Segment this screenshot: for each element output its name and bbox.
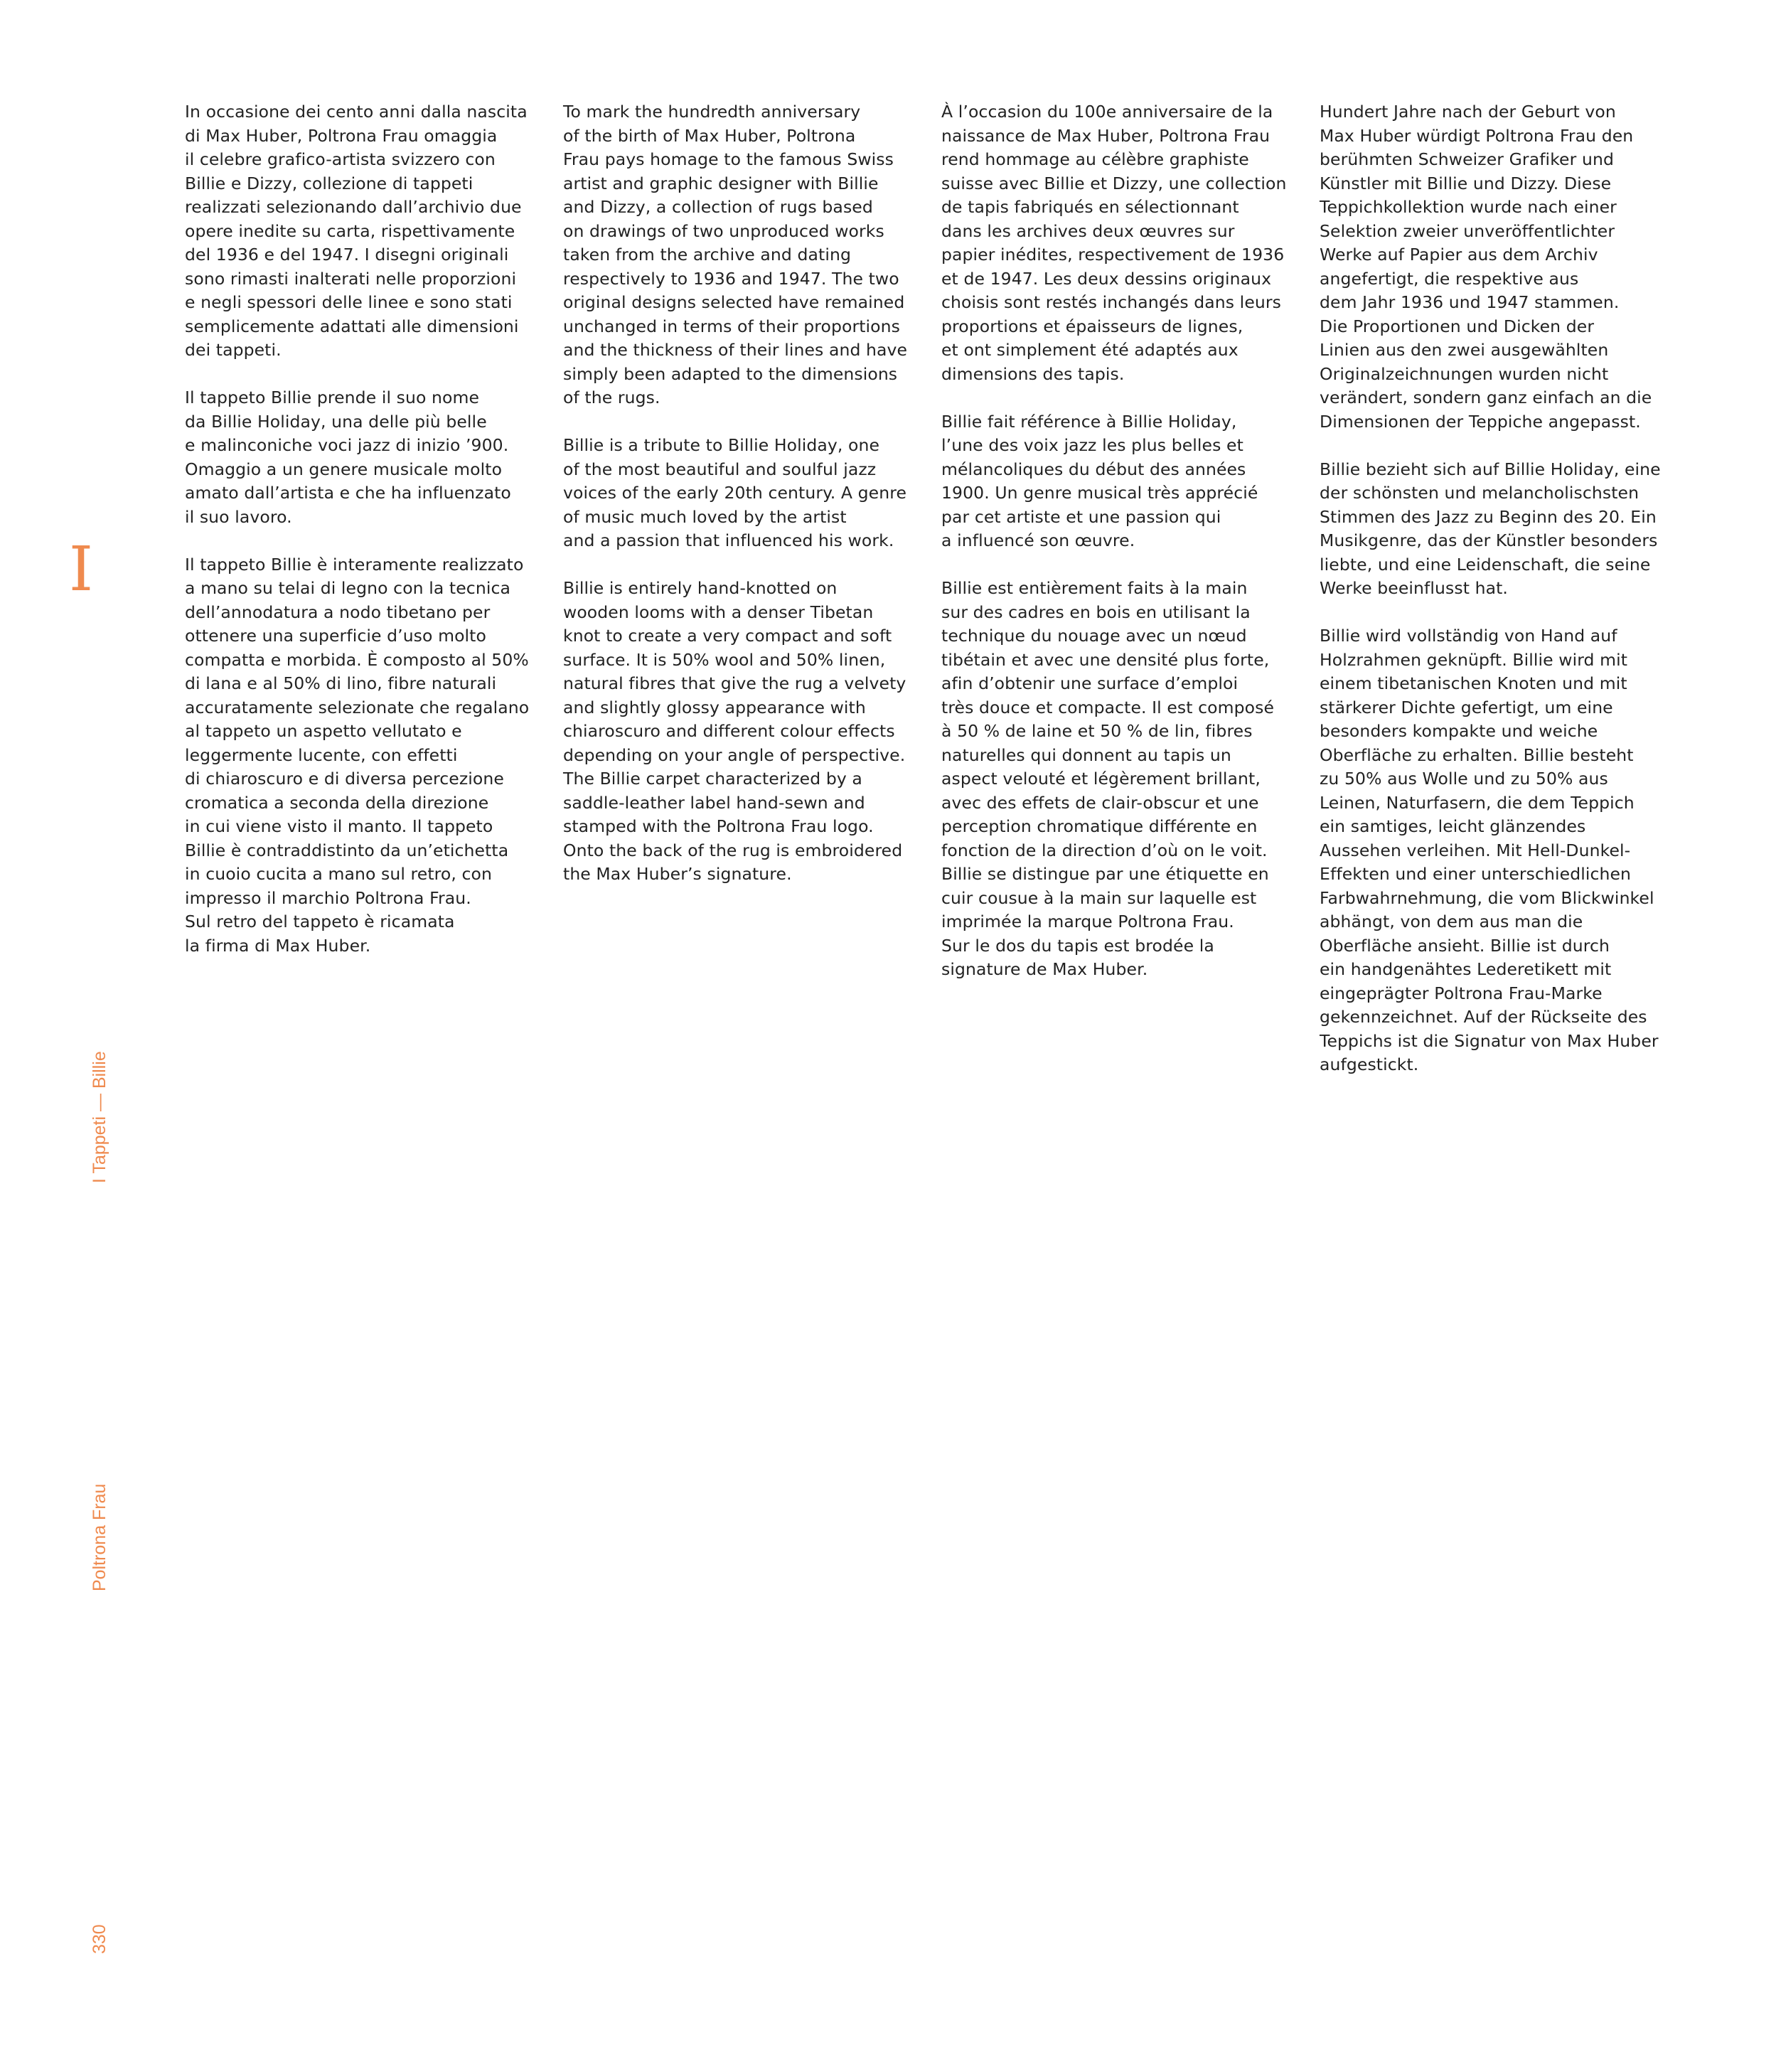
brand-label: Poltrona Frau: [90, 1483, 109, 1591]
paragraph: To mark the hundredth anniversary of the birth of Max Huber, Poltrona Frau pays homage to the famous Swiss artist and graphic designer with Billie and Dizzy, a collection of rugs based on drawings of two unproduced works taken from the archive and dating respectively to 1936 and 1947. The two original designs selected have remained unchanged in terms of their proportions and the thickness of their lines and have simply been adapted to the dimensions of the rugs.: [563, 102, 908, 407]
column-french: [941, 100, 1297, 982]
paragraph: Billie bezieht sich auf Billie Holiday, eine der schönsten und melancholischsten Stimmen des Jazz zu Beginn des 20. Ein Musikgenre, das der Künstler besonders liebte, und eine Leidenschaft, die seine Werke beeinflusst hat.: [1320, 459, 1661, 598]
paragraph: Billie is a tribute to Billie Holiday, one of the most beautiful and soulful jazz voices of the early 20th century. A genre of music much loved by the artist and a passion that influenced his work.: [563, 435, 907, 550]
page-number: 330: [90, 1924, 109, 1954]
paragraph: Billie fait référence à Billie Holiday, l’une des voix jazz les plus belles et mélancoliques du début des années 1900. Un genre musical très apprécié par cet artiste et une passion qui a influencé son œuvre.: [941, 411, 1258, 550]
section-numeral: I: [69, 534, 93, 605]
paragraph: In occasione dei cento anni dalla nascita di Max Huber, Poltrona Frau omaggia il celebre grafico-artista svizzero con Billie e Dizzy, collezione di tappeti realizzati selezionando dall’archivio due opere inedite su carta, rispettivamente del 1936 e del 1947. I disegni originali sono rimasti inalterati nelle proporzioni e negli spessori delle linee e sono stati semplicemente adattati alle dimensioni dei tappeti.: [185, 102, 528, 360]
running-title: I Tappeti — Billie: [90, 1051, 109, 1183]
column-german: [1320, 100, 1675, 1077]
paragraph: Billie wird vollständig von Hand auf Holzrahmen geknüpft. Billie wird mit einem tibetanischen Knoten und mit stärkerer Dichte gefertigt, um eine besonders kompakte und weiche Oberfläche zu erhalten. Billie besteht zu 50% aus Wolle und zu 50% aus Leinen, Naturfasern, die dem Teppich ein samtiges, leicht glänzendes Aussehen verleihen. Mit Hell-Dunkel- Effekten und einer unterschiedlichen Farbwahrnehmung, die vom Blickwinkel abhängt, von dem aus man die Oberfläche ansieht. Billie ist durch ein handgenähtes Lederetikett mit eingeprägter Poltrona Frau-Marke gekennzeichnet. Auf der Rückseite des Teppichs ist die Signatur von Max Huber aufgestickt.: [1320, 626, 1659, 1074]
paragraph: Hundert Jahre nach der Geburt von Max Huber würdigt Poltrona Frau den berühmten Schweizer Grafiker und Künstler mit Billie und Dizzy. Diese Teppichkollektion wurde nach einer Selektion zweier unveröffentlichter Werke auf Papier aus dem Archiv angefertigt, die respektive aus dem Jahr 1936 und 1947 stammen. Die Proportionen und Dicken der Linien aus den zwei ausgewählten Originalzeichnungen wurden nicht verändert, sondern ganz einfach an die Dimensionen der Teppiche angepasst.: [1320, 102, 1652, 432]
paragraph: Billie is entirely hand-knotted on wooden looms with a denser Tibetan knot to create a very compact and soft surface. It is 50% wool and 50% linen, natural fibres that give the rug a velvety and slightly glossy appearance with chiaroscuro and different colour effects depending on your angle of perspective. The Billie carpet characterized by a saddle-leather label hand-sewn and stamped with the Poltrona Frau logo. Onto the back of the rug is embroidered the Max Huber’s signature.: [563, 578, 906, 884]
paragraph: À l’occasion du 100e anniversaire de la naissance de Max Huber, Poltrona Frau rend hommage au célèbre graphiste suisse avec Billie et Dizzy, une collection de tapis fabriqués en sélectionnant dans les archives deux œuvres sur papier inédites, respectivement de 1936 et de 1947. Les deux dessins originaux choisis sont restés inchangés dans leurs proportions et épaisseurs de lignes, et ont simplement été adaptés aux dimensions des tapis.: [941, 102, 1287, 384]
paragraph: Billie est entièrement faits à la main sur des cadres en bois en utilisant la technique du nouage avec un nœud tibétain et avec une densité plus forte, afin d’obtenir une surface d’emploi très douce et compacte. Il est composé à 50 % de laine et 50 % de lin, fibres naturelles qui donnent au tapis un aspect velouté et légèrement brillant, avec des effets de clair-obscur et une perception chromatique différente en fonction de la direction d’où on le voit. Billie se distingue par une étiquette en cuir cousue à la main sur laquelle est imprimée la marque Poltrona Frau. Sur le dos du tapis est brodée la signature de Max Huber.: [941, 578, 1275, 979]
paragraph: Il tappeto Billie prende il suo nome da Billie Holiday, una delle più belle e malinconiche voci jazz di inizio ’900. Omaggio a un genere musicale molto amato dall’artista e che ha influenzato il suo lavoro.: [185, 388, 511, 527]
column-english: [563, 100, 919, 887]
paragraph: Il tappeto Billie è interamente realizzato a mano su telai di legno con la tecnica dell’annodatura a nodo tibetano per ottenere una superficie d’uso molto compatta e morbida. È composto al 50% di lana e al 50% di lino, fibre naturali accuratamente selezionate che regalano al tappeto un aspetto vellutato e leggermente lucente, con effetti di chiaroscuro e di diversa percezione cromatica a seconda della direzione in cui viene visto il manto. Il tappeto Billie è contraddistinto da un’etichetta in cuoio cucita a mano sul retro, con impresso il marchio Poltrona Frau. Sul retro del tappeto è ricamata la firma di Max Huber.: [185, 554, 530, 956]
column-italian: [185, 100, 540, 958]
